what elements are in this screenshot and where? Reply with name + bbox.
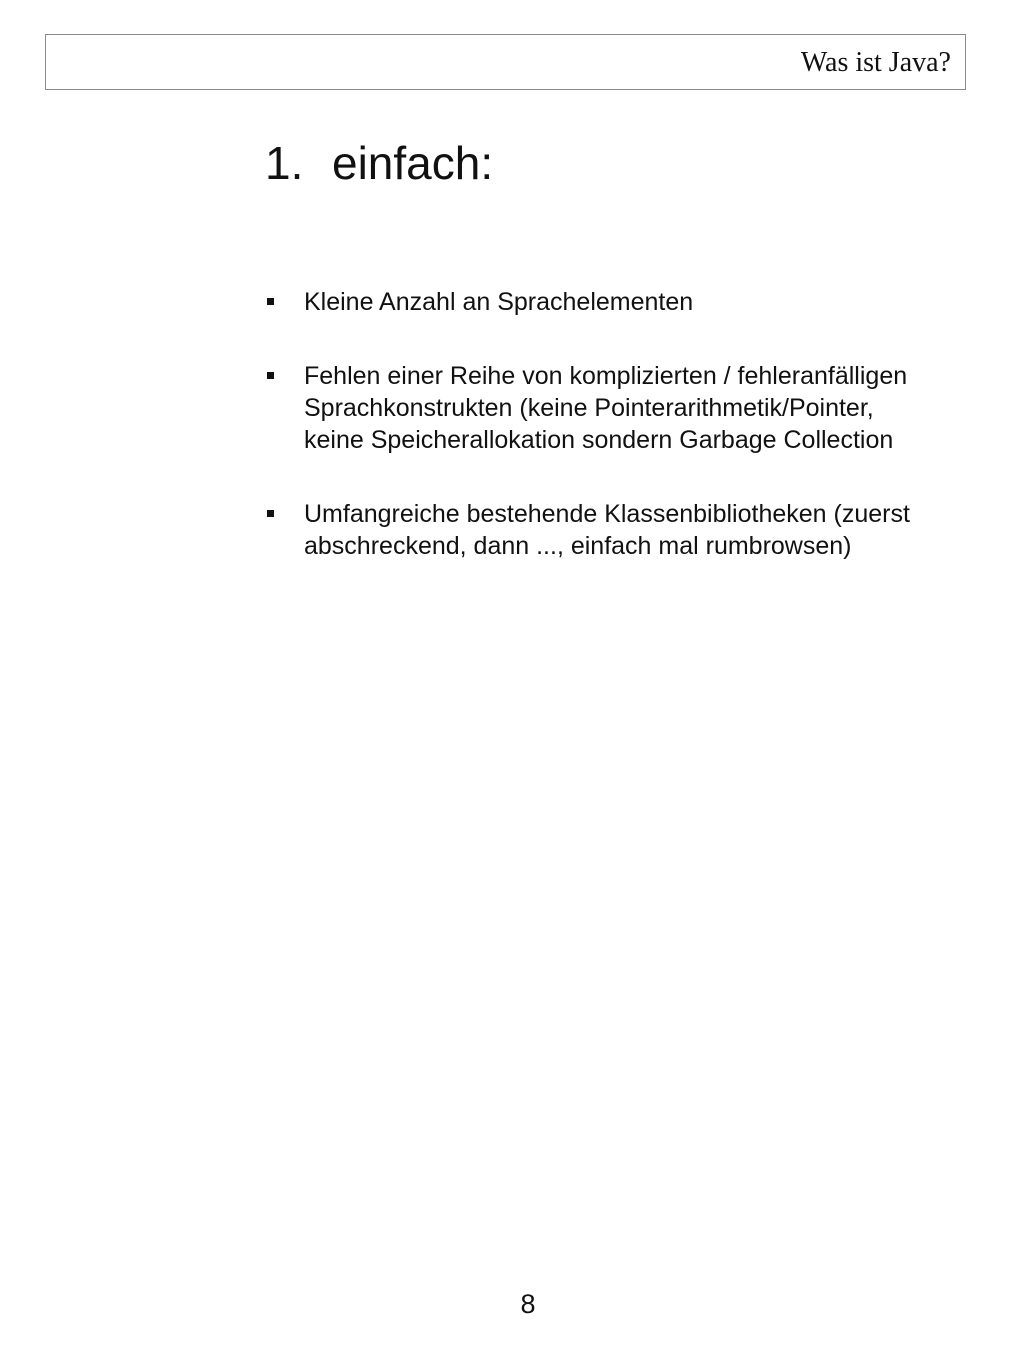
bullet-text-line: Fehlen einer Reihe von komplizierten / fehleranfälligen bbox=[304, 362, 908, 390]
page-number: 8 bbox=[520, 1289, 536, 1319]
bullet-text-line: Umfangreiche bestehende Klassenbibliotheken (zuerst bbox=[304, 500, 910, 528]
section-title: einfach: bbox=[332, 137, 494, 189]
header-title: Was ist Java? bbox=[800, 47, 951, 78]
section-number: 1. bbox=[265, 137, 304, 189]
header-box bbox=[45, 34, 966, 90]
bullet-text-line: Kleine Anzahl an Sprachelementen bbox=[304, 288, 694, 316]
bullet-item bbox=[265, 360, 965, 456]
square-bullet-icon bbox=[267, 510, 274, 517]
square-bullet-icon bbox=[267, 372, 274, 379]
section-heading bbox=[265, 136, 493, 190]
bullet-item bbox=[265, 286, 965, 318]
bullet-item bbox=[265, 498, 965, 562]
square-bullet-icon bbox=[267, 298, 274, 305]
bullet-text-line: Sprachkonstrukten (keine Pointerarithmetik/Pointer, bbox=[304, 394, 874, 422]
bullet-text-line: abschreckend, dann ..., einfach mal rumbrowsen) bbox=[304, 532, 852, 560]
bullet-list bbox=[265, 286, 965, 604]
bullet-text-line: keine Speicherallokation sondern Garbage Collection bbox=[304, 426, 894, 454]
